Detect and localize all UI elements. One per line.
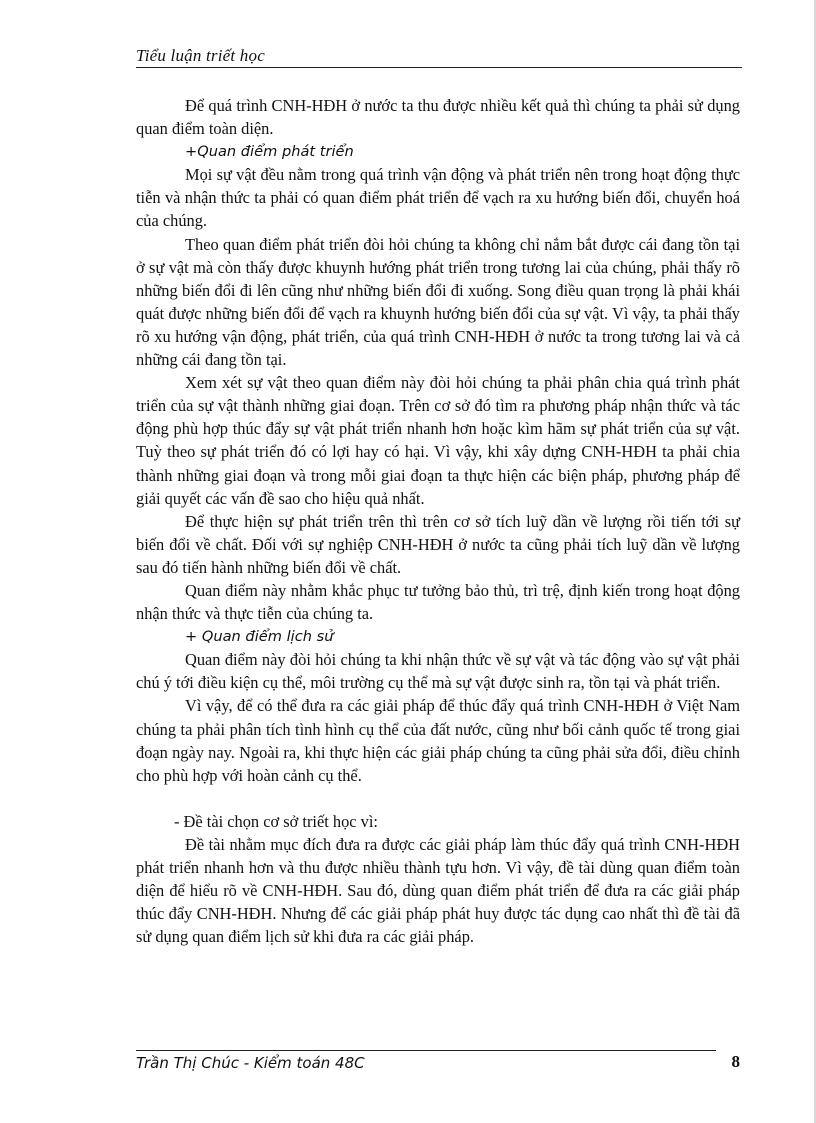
header-title: Tiểu luận triết học: [136, 46, 265, 65]
body-paragraph: Mọi sự vật đều nằm trong quá trình vận động và phát triển nên trong hoạt động thực tiễn và nhận thức ta phải có quan điểm phát triển để vạch ra xu hướng biến đổi, chuyển hoá của chúng.: [136, 165, 740, 231]
body-paragraph: Quan điểm này nhằm khắc phục tư tưởng bảo thủ, trì trệ, định kiến trong hoạt động nhận thức và thực tiễn của chúng ta.: [136, 580, 740, 624]
paragraph-spacer: [136, 787, 740, 810]
page-number: 8: [731, 1052, 740, 1071]
body-paragraph: Xem xét sự vật theo quan điểm này đòi hỏi chúng ta phải phân chia quá trình phát triển của sự vật thành những giai đoạn. Trên cơ sở đó tìm ra phương pháp nhận thức và tác động phù hợp thúc đẩy sự vật phát triển nhanh hơn hoặc kìm hãm sự phát triển của sự vật. Tuỳ theo sự phát triển đó có lợi hay có hại. Vì vậy, khi xây dựng CNH-HĐH ta phải chia thành những giai đoạn và trong mỗi giai đoạn ta thực hiện các biện pháp, phương pháp để giải quyết các vấn đề sao cho hiệu quả nhất.: [136, 373, 740, 508]
page-footer: [136, 1050, 740, 1072]
footer-author: Trần Thị Chúc - Kiểm toán 48C: [136, 1054, 365, 1072]
body-paragraph: Để quá trình CNH-HĐH ở nước ta thu được nhiều kết quả thì chúng ta phải sử dụng quan điểm toàn diện.: [136, 96, 740, 139]
page-header: [136, 46, 742, 68]
dash-list-item: - Đề tài chọn cơ sở triết học vì:: [174, 811, 378, 831]
body-paragraph: Đề tài nhằm mục đích đưa ra được các giải pháp làm thúc đẩy quá trình CNH-HĐH phát triển nhanh hơn và thu được nhiều thành tựu hơn. Vì vậy, đề tài dùng quan điểm toàn diện để hiểu rõ về CNH-HĐH. Sau đó, dùng quan điểm phát triển để đưa ra các giải pháp thúc đẩy CNH-HĐH. Nhưng để các giải pháp phát huy được tác dụng cao nhất thì đề tài đã sử dụng quan điểm lịch sử khi đưa ra các giải pháp.: [136, 834, 740, 947]
body-paragraph: Theo quan điểm phát triển đòi hỏi chúng ta không chỉ nắm bắt được cái đang tồn tại ở sự vật mà còn thấy được khuynh hướng phát triển trong tương lai của chúng, phải thấy rõ những biến đổi đi lên cũng như những biến đổi đi xuống. Song điều quan trọng là phải khái quát được những biến đổi để vạch ra khuynh hướng biến đổi của sự vật. Vì vậy, ta phải thấy rõ xu hướng vận động, phát triển, của quá trình CNH-HĐH ở nước ta trong tương lai và cả những cái đang tồn tại.: [136, 234, 740, 370]
body-paragraph: Quan điểm này đòi hỏi chúng ta khi nhận thức về sự vật và tác động vào sự vật phải chú ý tới điều kiện cụ thể, môi trường cụ thể mà sự vật được sinh ra, tồn tại và phát triển.: [136, 650, 740, 693]
document-body: [136, 94, 740, 948]
body-paragraph: Để thực hiện sự phát triển trên thì trên cơ sở tích luỹ dần về lượng rồi tiến tới sự biến đổi về chất. Đối với sự nghiệp CNH-HĐH ở nước ta cũng phải tích luỹ dần về lượng sau đó tiến hành những biến đổi về chất.: [136, 511, 740, 577]
body-paragraph: Vì vậy, để có thể đưa ra các giải pháp để thúc đẩy quá trình CNH-HĐH ở Việt Nam chúng ta phải phân tích tình hình cụ thể của đất nước, cũng như bối cảnh quốc tế trong giai đoạn ngày nay. Ngoài ra, khi thực hiện các giải pháp chúng ta cũng phải sửa đổi, điều chỉnh cho phù hợp với hoàn cảnh cụ thể.: [136, 696, 740, 785]
footer-rule: [136, 1050, 716, 1051]
section-subheading: + Quan điểm lịch sử: [185, 628, 334, 646]
section-subheading: +Quan điểm phát triển: [185, 143, 354, 161]
